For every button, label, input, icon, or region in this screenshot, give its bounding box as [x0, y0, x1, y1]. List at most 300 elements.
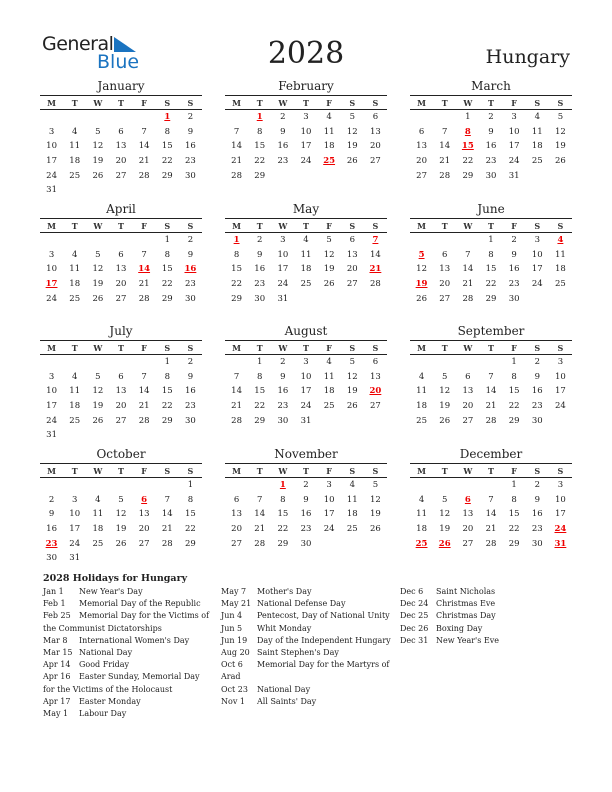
holiday-name: Boxing Day: [436, 623, 483, 633]
holiday-day: 25: [415, 538, 428, 549]
day: 18: [555, 264, 566, 275]
day: 18: [346, 509, 358, 520]
day: 12: [439, 386, 451, 397]
day: 8: [488, 249, 494, 260]
holiday-name: National Day: [79, 648, 133, 658]
day: 2: [534, 357, 540, 368]
day: 23: [531, 401, 543, 412]
day: 31: [46, 185, 57, 196]
weekday-label: T: [118, 342, 124, 353]
week-row: [40, 384, 202, 399]
holiday-name: Whit Monday: [257, 623, 312, 633]
day: 14: [138, 386, 150, 397]
day: 16: [485, 141, 497, 152]
weekday-label: W: [93, 220, 103, 231]
month-october: [40, 447, 202, 566]
weekday-label: S: [164, 465, 171, 476]
holiday-name: Christmas Day: [436, 611, 496, 621]
week-row: [410, 168, 572, 183]
week-row: [410, 522, 572, 537]
weekday-label: S: [164, 220, 171, 231]
day: 10: [46, 264, 57, 275]
holiday-name: Day of the Independent Hungary: [257, 635, 391, 645]
day: 20: [346, 264, 358, 275]
day: 15: [277, 509, 289, 520]
day: 9: [187, 371, 194, 382]
day: 15: [161, 141, 173, 152]
week-row: [225, 370, 387, 385]
month-april: [40, 202, 202, 306]
holiday-day: 8: [464, 126, 471, 137]
day: 19: [370, 509, 381, 520]
week-row: [225, 139, 387, 154]
holiday-item: [43, 586, 213, 598]
day: 16: [531, 386, 543, 397]
day: 22: [161, 401, 173, 412]
day: 28: [254, 538, 266, 549]
day: 24: [46, 170, 57, 181]
day: 13: [370, 371, 381, 382]
day: 3: [534, 235, 540, 246]
day: 6: [372, 357, 379, 368]
day: 30: [185, 170, 196, 181]
week-row: [40, 277, 202, 292]
day: 23: [277, 156, 289, 167]
day: 29: [161, 415, 173, 426]
day: 4: [72, 371, 78, 382]
week-row: [410, 110, 572, 125]
holiday-name: Good Friday: [79, 660, 130, 670]
holiday-item: [43, 598, 213, 610]
day: 8: [280, 494, 286, 505]
day: 21: [485, 524, 497, 535]
holiday-name: Saint Stephen's Day: [257, 648, 339, 658]
day: 9: [257, 249, 263, 260]
day: 29: [508, 538, 520, 549]
week-row: [40, 478, 202, 493]
day: 10: [508, 126, 520, 137]
day: 15: [485, 264, 497, 275]
month-november: [225, 447, 387, 551]
day: 10: [46, 141, 57, 152]
day: 28: [485, 538, 497, 549]
day: 27: [439, 293, 451, 304]
holiday-item: [221, 659, 391, 683]
weekday-label: T: [71, 465, 78, 476]
day: 8: [511, 371, 517, 382]
week-row: [40, 370, 202, 385]
day: 12: [92, 264, 104, 275]
holiday-name: International Women's Day: [79, 635, 190, 645]
weekday-header: [225, 341, 387, 355]
holiday-day: 4: [557, 235, 564, 246]
day: 3: [303, 357, 309, 368]
day: 22: [508, 401, 520, 412]
day: 13: [138, 509, 150, 520]
day: 26: [439, 415, 451, 426]
day: 15: [231, 264, 242, 275]
month-july: [40, 324, 202, 443]
day: 2: [257, 235, 263, 246]
day: 28: [138, 415, 150, 426]
holiday-name: Labour Day: [79, 709, 127, 719]
day: 11: [69, 264, 81, 275]
day: 10: [300, 371, 312, 382]
day: 4: [95, 494, 101, 505]
week-row: [40, 139, 202, 154]
week-row: [410, 355, 572, 370]
day: 17: [69, 524, 81, 535]
holiday-day: 17: [45, 279, 58, 290]
day: 23: [485, 156, 497, 167]
day: 2: [280, 112, 286, 123]
weekday-label: T: [256, 97, 263, 108]
day: 1: [257, 357, 263, 368]
holiday-date: Feb 25: [43, 611, 71, 621]
weekday-label: S: [557, 465, 564, 476]
day: 17: [323, 509, 335, 520]
holiday-item: [43, 647, 213, 659]
holiday-day: 1: [256, 112, 263, 123]
day: 19: [323, 264, 335, 275]
holiday-item: [400, 623, 570, 635]
day: 21: [485, 401, 497, 412]
day: 25: [69, 415, 81, 426]
day: 26: [115, 538, 127, 549]
day: 28: [161, 538, 173, 549]
week-row: [225, 110, 387, 125]
day: 7: [442, 126, 448, 137]
holiday-name: National Defense Day: [257, 599, 346, 609]
holiday-item: [400, 598, 570, 610]
day: 30: [531, 415, 543, 426]
day: 7: [141, 126, 147, 137]
day: 9: [488, 126, 494, 137]
weekday-label: S: [349, 220, 356, 231]
weekday-label: M: [47, 220, 56, 231]
day: 21: [138, 401, 150, 412]
month-may: [225, 202, 387, 306]
day: 14: [161, 509, 173, 520]
day: 21: [138, 279, 150, 290]
day: 4: [326, 112, 332, 123]
day: 26: [92, 170, 104, 181]
holiday-date: Nov 1: [221, 696, 245, 706]
day: 11: [69, 386, 81, 397]
day: 13: [462, 386, 474, 397]
weekday-label: T: [71, 220, 78, 231]
day: 28: [231, 170, 242, 181]
week-row: [40, 110, 202, 125]
week-row: [40, 536, 202, 551]
day: 14: [485, 386, 497, 397]
weekday-label: W: [278, 342, 288, 353]
day: 7: [141, 371, 147, 382]
day: 23: [254, 279, 266, 290]
day: 29: [254, 415, 266, 426]
day: 27: [462, 415, 474, 426]
weekday-header: [410, 219, 572, 233]
week-row: [410, 233, 572, 248]
day: 24: [46, 293, 57, 304]
day: 16: [185, 386, 196, 397]
day: 9: [48, 509, 55, 520]
day: 22: [254, 156, 266, 167]
day: 24: [555, 401, 566, 412]
weekday-label: W: [93, 342, 103, 353]
holiday-date: May 21: [221, 599, 252, 609]
day: 5: [326, 235, 332, 246]
day: 15: [161, 386, 173, 397]
day: 6: [118, 126, 124, 137]
day: 20: [138, 524, 150, 535]
day: 9: [534, 494, 540, 505]
day: 28: [439, 170, 451, 181]
day: 14: [462, 264, 474, 275]
week-row: [225, 522, 387, 537]
day: 8: [164, 249, 170, 260]
weekday-header: [225, 96, 387, 110]
day: 5: [95, 249, 101, 260]
day: 5: [95, 371, 101, 382]
country-title: Hungary: [485, 46, 570, 68]
weekday-label: M: [232, 97, 241, 108]
day: 1: [488, 235, 494, 246]
week-row: [410, 125, 572, 140]
weekday-label: M: [232, 342, 241, 353]
day: 4: [534, 112, 540, 123]
day: 14: [231, 386, 242, 397]
holiday-day: 6: [464, 494, 471, 505]
day: 23: [508, 279, 520, 290]
holiday-day: 6: [141, 494, 148, 505]
week-row: [225, 291, 387, 306]
week-row: [40, 168, 202, 183]
day: 11: [69, 141, 81, 152]
day: 26: [92, 415, 104, 426]
day: 23: [185, 279, 196, 290]
day: 11: [300, 249, 312, 260]
holiday-date: Apr 17: [43, 696, 71, 706]
week-row: [225, 355, 387, 370]
day: 21: [462, 279, 474, 290]
day: 14: [439, 141, 451, 152]
holiday-item: [221, 586, 391, 598]
week-row: [40, 428, 202, 443]
day: 10: [555, 494, 566, 505]
day: 5: [349, 357, 355, 368]
day: 13: [115, 264, 127, 275]
day: 19: [92, 401, 104, 412]
weekday-label: T: [256, 220, 263, 231]
holiday-day: 5: [418, 249, 425, 260]
week-row: [410, 536, 572, 551]
holiday-name: Easter Sunday, Memorial Day for the Victims of the Holocaust: [43, 672, 200, 694]
day: 18: [416, 524, 427, 535]
holiday-date: Mar 15: [43, 648, 73, 658]
week-row: [410, 478, 572, 493]
day: 25: [69, 293, 81, 304]
day: 27: [370, 156, 381, 167]
weekday-header: [40, 96, 202, 110]
holiday-date: Jan 1: [43, 587, 64, 596]
holiday-date: Feb 1: [43, 599, 66, 609]
weekday-label: S: [372, 97, 379, 108]
day: 30: [185, 415, 196, 426]
day: 5: [349, 112, 355, 123]
day: 11: [346, 494, 358, 505]
day: 3: [280, 235, 286, 246]
day: 10: [300, 126, 312, 137]
day: 26: [416, 293, 427, 304]
holiday-day: 25: [323, 156, 336, 167]
weekday-label: W: [463, 465, 473, 476]
day: 27: [115, 293, 127, 304]
day: 15: [508, 386, 520, 397]
day: 23: [185, 401, 196, 412]
day: 4: [418, 371, 425, 382]
holiday-day: 14: [138, 264, 151, 275]
week-row: [410, 413, 572, 428]
week-row: [410, 154, 572, 169]
day: 6: [349, 235, 355, 246]
day: 29: [185, 538, 196, 549]
weekday-label: T: [441, 97, 448, 108]
holiday-item: [221, 598, 391, 610]
weekday-label: S: [349, 342, 356, 353]
week-row: [40, 413, 202, 428]
holiday-item: [221, 623, 391, 635]
day: 26: [370, 524, 381, 535]
day: 27: [370, 401, 381, 412]
weekday-label: S: [164, 97, 171, 108]
holiday-name: Christmas Eve: [436, 599, 496, 609]
day: 28: [370, 279, 381, 290]
day: 7: [164, 494, 170, 505]
day: 29: [508, 415, 520, 426]
day: 20: [115, 401, 127, 412]
day: 29: [254, 170, 266, 181]
day: 26: [346, 156, 358, 167]
day: 9: [511, 249, 517, 260]
month-name: September: [457, 324, 525, 338]
day: 20: [231, 524, 242, 535]
weekday-label: T: [303, 220, 309, 231]
day: 8: [164, 371, 170, 382]
week-row: [225, 478, 387, 493]
day: 7: [233, 371, 240, 382]
week-row: [410, 370, 572, 385]
holiday-date: Oct 6: [221, 660, 243, 670]
weekday-label: T: [118, 465, 124, 476]
day: 26: [323, 279, 335, 290]
week-row: [40, 183, 202, 198]
weekday-label: S: [557, 97, 564, 108]
day: 15: [254, 141, 266, 152]
day: 28: [138, 293, 150, 304]
holiday-day: 26: [438, 538, 451, 549]
day: 3: [557, 357, 564, 368]
day: 12: [555, 126, 566, 137]
holiday-day: 16: [184, 264, 197, 275]
day: 19: [555, 141, 566, 152]
day: 20: [115, 279, 127, 290]
day: 20: [370, 141, 381, 152]
month-september: [410, 324, 572, 428]
holiday-day: 31: [554, 538, 567, 549]
day: 13: [115, 386, 127, 397]
holiday-column: [400, 586, 570, 647]
day: 10: [323, 494, 335, 505]
day: 19: [346, 141, 358, 152]
day: 2: [534, 480, 540, 491]
day: 4: [326, 357, 332, 368]
day: 22: [254, 401, 266, 412]
day: 1: [187, 480, 194, 491]
day: 22: [231, 279, 242, 290]
holiday-date: Jun 4: [221, 611, 243, 621]
holiday-day: 1: [233, 235, 240, 246]
week-row: [225, 507, 387, 522]
day: 8: [187, 494, 194, 505]
week-row: [410, 262, 572, 277]
weekday-header: [40, 464, 202, 478]
day: 12: [346, 126, 358, 137]
holiday-date: Dec 25: [400, 611, 429, 621]
day: 22: [185, 524, 196, 535]
holiday-item: [43, 659, 213, 671]
week-row: [225, 262, 387, 277]
day: 8: [257, 126, 263, 137]
day: 16: [277, 141, 289, 152]
day: 9: [534, 371, 540, 382]
weekday-label: M: [232, 465, 241, 476]
day: 4: [72, 126, 78, 137]
day: 14: [254, 509, 266, 520]
day: 11: [323, 371, 335, 382]
day: 11: [531, 126, 543, 137]
day: 2: [511, 235, 517, 246]
day: 29: [231, 293, 242, 304]
day: 25: [69, 170, 81, 181]
holiday-day: 1: [164, 112, 171, 123]
day: 17: [300, 386, 312, 397]
holiday-name: Mother's Day: [257, 587, 312, 596]
weekday-label: F: [326, 342, 332, 353]
holiday-name: All Saints' Day: [257, 696, 317, 706]
day: 14: [370, 249, 381, 260]
month-march: [410, 79, 572, 183]
day: 30: [185, 293, 196, 304]
holiday-day: 1: [279, 480, 286, 491]
day: 23: [300, 524, 312, 535]
week-row: [225, 233, 387, 248]
day: 11: [416, 509, 427, 520]
day: 24: [508, 156, 520, 167]
weekday-label: F: [326, 220, 332, 231]
day: 15: [254, 386, 266, 397]
day: 25: [300, 279, 312, 290]
week-row: [225, 248, 387, 263]
weekday-label: T: [488, 97, 494, 108]
day: 25: [346, 524, 358, 535]
weekday-label: F: [511, 220, 517, 231]
day: 6: [118, 249, 124, 260]
holiday-day: 24: [554, 524, 567, 535]
day: 19: [92, 279, 104, 290]
month-name: October: [96, 447, 146, 461]
day: 22: [485, 279, 497, 290]
